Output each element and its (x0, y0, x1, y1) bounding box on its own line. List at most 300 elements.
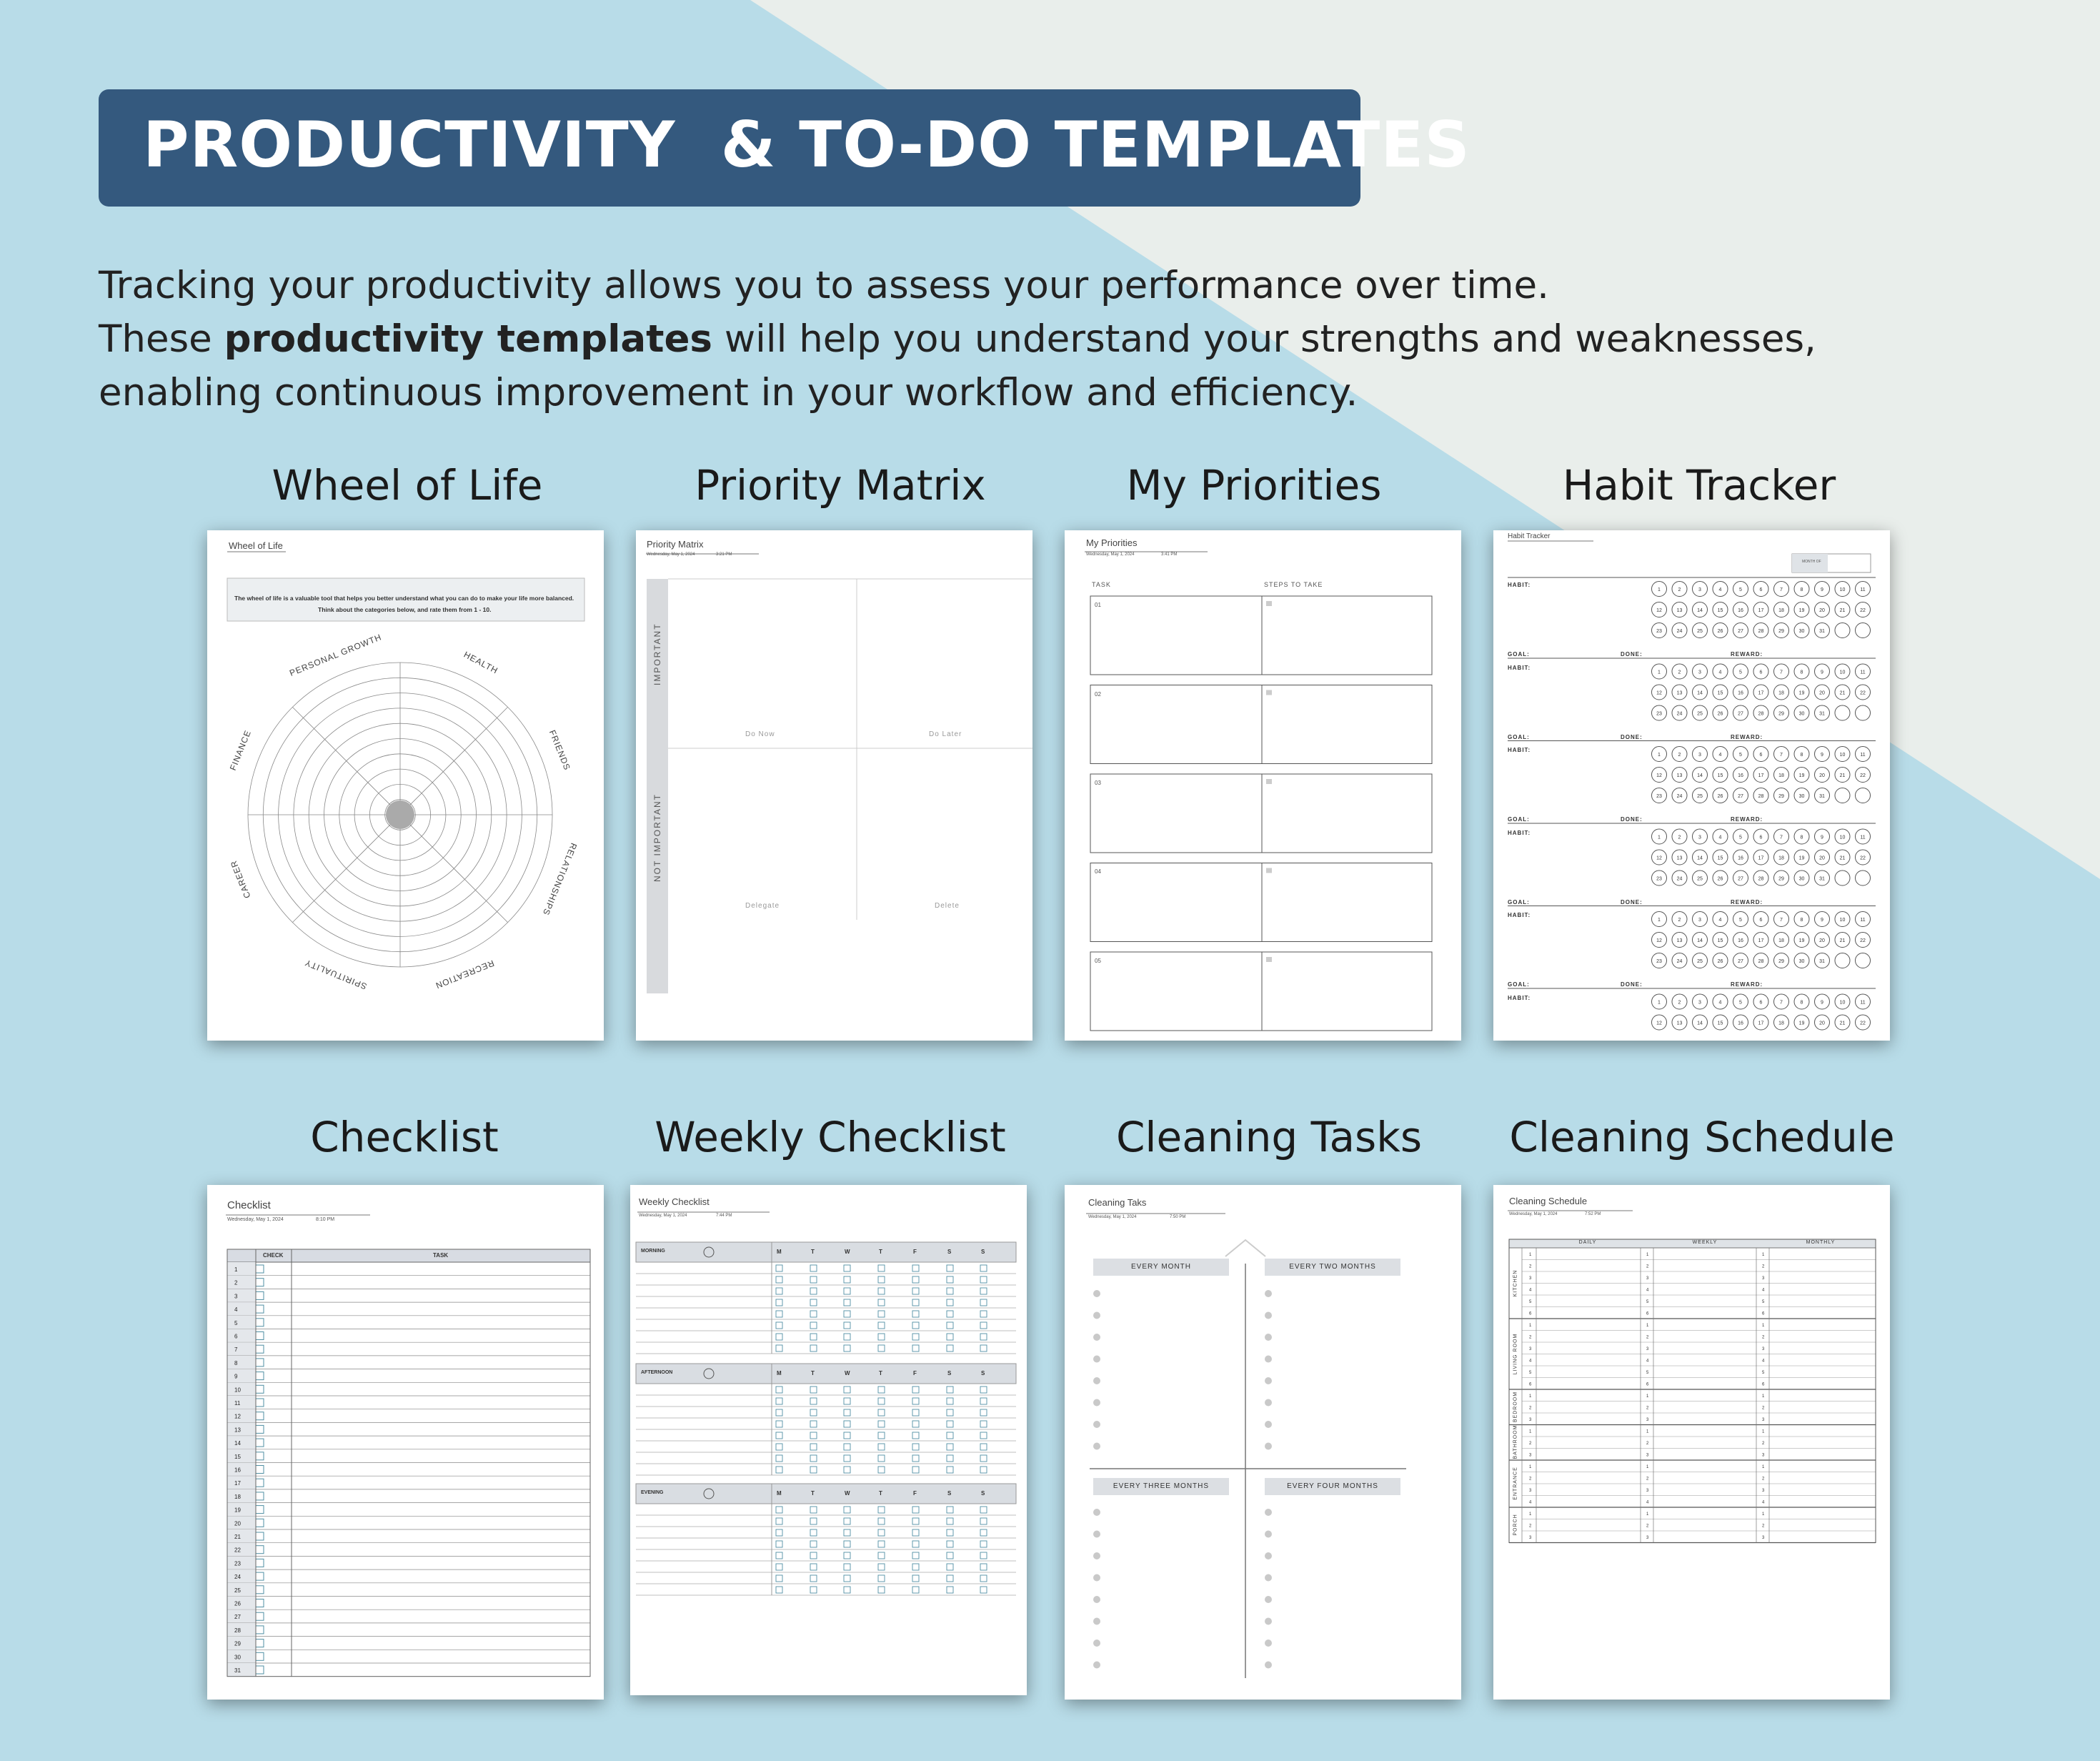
wheel-note-line-1: The wheel of life is a valuable tool that helps you better understand what you can do to make your life more balanced. (234, 595, 574, 602)
day-checkbox (912, 1432, 919, 1439)
page-title: PRODUCTIVITY & TO-DO TEMPLATES (143, 108, 1471, 182)
goal-label: GOAL: (1508, 898, 1530, 906)
task-dot (1093, 1421, 1100, 1428)
day-number: 20 (1819, 855, 1825, 861)
day-checkbox (776, 1552, 782, 1559)
day-number: 1 (1658, 1000, 1661, 1006)
row-number: 1 (1762, 1512, 1765, 1517)
room-label: ENTRANCE (1513, 1467, 1518, 1500)
arrow-icon (1266, 868, 1272, 873)
cleaning-schedule-table (1493, 1185, 1890, 1700)
day-number: 17 (1758, 938, 1764, 943)
habit-label: HABIT: (1508, 829, 1531, 836)
row-number-cell (227, 1569, 256, 1583)
day-checkbox (947, 1587, 953, 1593)
day-number: 24 (1676, 711, 1683, 717)
quadrant-every-four-months: EVERY FOUR MONTHS (1287, 1482, 1378, 1490)
checkbox (256, 1291, 264, 1299)
day-checkbox (912, 1552, 919, 1559)
day-number: 21 (1839, 1021, 1846, 1026)
day-number: 5 (1739, 1000, 1742, 1006)
day-header: F (913, 1249, 917, 1255)
day-number: 23 (1656, 794, 1662, 799)
day-number: 15 (1717, 690, 1723, 696)
row-number: 3 (1762, 1347, 1765, 1351)
task-dot (1093, 1596, 1100, 1603)
day-checkbox (980, 1322, 987, 1329)
row-number: 2 (1646, 1406, 1649, 1411)
card-title-checklist: Checklist (310, 1113, 499, 1161)
row-number: 4 (1529, 1500, 1532, 1505)
row-number: 4 (1762, 1359, 1765, 1364)
day-checkbox (844, 1552, 850, 1559)
row-number: 31 (234, 1667, 241, 1674)
section-header (636, 1484, 1016, 1504)
day-number: 27 (1738, 711, 1743, 717)
row-number: 20 (234, 1520, 241, 1527)
cleaning-tasks-time: 7:50 PM (1170, 1215, 1186, 1219)
checkbox (256, 1626, 264, 1634)
day-number: 11 (1860, 587, 1866, 592)
checkbox (256, 1305, 264, 1313)
day-number: 8 (1800, 587, 1803, 592)
row-number: 5 (1762, 1300, 1765, 1304)
row-number: 3 (1762, 1489, 1765, 1493)
wheel-category-label: CAREER (228, 858, 253, 900)
day-circle (1835, 623, 1850, 638)
day-number: 4 (1718, 1000, 1722, 1006)
day-number: 4 (1718, 587, 1722, 592)
day-checkbox (912, 1398, 919, 1404)
day-number: 29 (1778, 959, 1784, 964)
day-number: 7 (1780, 1000, 1783, 1006)
day-number: 18 (1778, 690, 1784, 696)
day-checkbox (947, 1387, 953, 1393)
day-checkbox (980, 1387, 987, 1393)
day-checkbox (980, 1334, 987, 1340)
row-number-cell (227, 1409, 256, 1423)
day-checkbox (844, 1276, 850, 1283)
day-number: 20 (1819, 773, 1825, 778)
day-checkbox (980, 1398, 987, 1404)
row-number: 8 (234, 1359, 238, 1366)
task-dot (1093, 1509, 1100, 1516)
day-number: 23 (1656, 959, 1662, 964)
day-checkbox (947, 1518, 953, 1524)
day-checkbox (776, 1334, 782, 1340)
day-header: W (845, 1490, 850, 1497)
task-box (1090, 685, 1262, 764)
day-number: 25 (1697, 794, 1703, 799)
day-checkbox (844, 1265, 850, 1271)
row-number: 2 (234, 1279, 238, 1286)
day-circle (1856, 705, 1871, 720)
day-checkbox (776, 1299, 782, 1306)
day-number: 5 (1739, 753, 1742, 758)
day-number: 29 (1778, 711, 1784, 717)
day-number: 19 (1798, 608, 1805, 613)
row-number: 30 (234, 1654, 241, 1661)
day-number: 3 (1698, 587, 1701, 592)
day-number: 26 (1717, 876, 1723, 882)
steps-box (1262, 863, 1432, 942)
day-number: 1 (1658, 918, 1661, 923)
day-number: 1 (1658, 753, 1661, 758)
row-number: 3 (1529, 1347, 1532, 1351)
goal-label: GOAL: (1508, 816, 1530, 823)
checkbox (256, 1559, 264, 1567)
day-circle (1856, 870, 1871, 886)
room-label: PORCH (1513, 1514, 1518, 1536)
day-number: 13 (1676, 1021, 1683, 1026)
day-checkbox (844, 1387, 850, 1393)
wheel-center (386, 800, 414, 829)
day-checkbox (810, 1541, 817, 1547)
row-number: 1 (1529, 1429, 1532, 1434)
quadrant-delegate: Delegate (745, 902, 780, 910)
day-number: 30 (1798, 876, 1805, 882)
day-checkbox (878, 1334, 885, 1340)
day-checkbox (947, 1432, 953, 1439)
day-number: 22 (1860, 690, 1866, 696)
task-dot (1265, 1574, 1272, 1582)
day-number: 16 (1738, 690, 1743, 696)
task-dot (1265, 1509, 1272, 1516)
checklist-table (207, 1185, 604, 1700)
day-number: 27 (1738, 876, 1743, 882)
row-number: 1 (1646, 1253, 1649, 1257)
row-number-cell (227, 1543, 256, 1557)
checklist-page-title: Checklist (227, 1199, 271, 1211)
steps-box (1262, 596, 1432, 675)
weekly-time: 7:44 PM (716, 1214, 732, 1218)
done-label: DONE: (1621, 651, 1643, 658)
day-number: 15 (1717, 855, 1723, 861)
task-dot (1093, 1552, 1100, 1559)
day-checkbox (878, 1507, 885, 1513)
row-number-cell (227, 1356, 256, 1369)
row-number-cell (227, 1529, 256, 1543)
day-number: 12 (1656, 1021, 1662, 1026)
row-number: 6 (1762, 1311, 1765, 1316)
day-checkbox (844, 1518, 850, 1524)
row-number: 3 (1762, 1418, 1765, 1422)
column-header: DAILY (1578, 1240, 1597, 1245)
day-number: 5 (1739, 835, 1742, 840)
row-number: 1 (1646, 1429, 1649, 1434)
row-number-cell (227, 1276, 256, 1289)
row-number: 2 (1529, 1477, 1532, 1482)
row-number: 17 (234, 1480, 241, 1487)
day-checkbox (776, 1444, 782, 1450)
row-number: 3 (1762, 1276, 1765, 1281)
day-checkbox (878, 1276, 885, 1283)
day-number: 6 (1759, 670, 1763, 675)
row-number-cell (227, 1449, 256, 1463)
habit-grid (1493, 530, 1890, 1041)
cleaning-schedule-date: Wednesday, May 1, 2024 (1509, 1212, 1558, 1216)
task-dot (1093, 1531, 1100, 1538)
row-number: 3 (1646, 1418, 1649, 1422)
row-number: 5 (1529, 1300, 1532, 1304)
day-number: 25 (1697, 711, 1703, 717)
day-number: 22 (1860, 773, 1866, 778)
day-number: 12 (1656, 608, 1662, 613)
day-number: 7 (1780, 670, 1783, 675)
task-dot (1265, 1662, 1272, 1669)
section-header (636, 1242, 1016, 1262)
day-number: 10 (1839, 918, 1846, 923)
row-number: 2 (1529, 1335, 1532, 1340)
day-number: 19 (1798, 1021, 1805, 1026)
day-checkbox (810, 1432, 817, 1439)
row-number-cell (227, 1422, 256, 1436)
day-number: 25 (1697, 959, 1703, 964)
day-number: 9 (1821, 835, 1823, 840)
day-checkbox (844, 1507, 850, 1513)
day-checkbox (776, 1518, 782, 1524)
priorities-col-steps: STEPS TO TAKE (1264, 581, 1323, 588)
day-number: 1 (1658, 670, 1661, 675)
day-checkbox (980, 1276, 987, 1283)
day-checkbox (980, 1529, 987, 1536)
day-circle (1835, 705, 1850, 720)
checkbox (256, 1666, 264, 1674)
wheel-category-label: RECREATION (433, 958, 496, 991)
day-number: 21 (1839, 938, 1846, 943)
priority-number-03: 03 (1095, 780, 1101, 786)
cleaning-tasks-layout (1065, 1185, 1461, 1700)
day-number: 9 (1821, 918, 1823, 923)
day-checkbox (776, 1387, 782, 1393)
day-number: 22 (1860, 1021, 1866, 1026)
day-number: 31 (1819, 629, 1825, 634)
cleaning-tasks-page (1065, 1185, 1461, 1700)
day-checkbox (810, 1575, 817, 1582)
day-checkbox (810, 1276, 817, 1283)
done-label: DONE: (1621, 981, 1643, 988)
done-label: DONE: (1621, 733, 1643, 740)
row-number: 3 (234, 1293, 238, 1300)
day-number: 26 (1717, 794, 1723, 799)
day-number: 16 (1738, 855, 1743, 861)
day-checkbox (776, 1276, 782, 1283)
row-number-cell (227, 1623, 256, 1637)
row-number: 2 (1646, 1335, 1649, 1340)
day-number: 17 (1758, 1021, 1764, 1026)
task-box (1090, 952, 1262, 1031)
cleaning-tasks-page-title: Cleaning Taks (1088, 1197, 1147, 1208)
day-checkbox (810, 1311, 817, 1317)
row-number: 5 (234, 1319, 238, 1326)
day-checkbox (810, 1507, 817, 1513)
day-checkbox (878, 1455, 885, 1462)
reward-label: REWARD: (1731, 816, 1763, 823)
checkbox (256, 1385, 264, 1393)
day-header: F (913, 1490, 917, 1497)
matrix-date: Wednesday, May 1, 2024 (647, 552, 695, 557)
day-checkbox (912, 1334, 919, 1340)
day-number: 4 (1718, 670, 1722, 675)
day-checkbox (878, 1265, 885, 1271)
column-header: MONTHLY (1806, 1240, 1836, 1245)
day-header: S (981, 1370, 985, 1376)
day-number: 23 (1656, 629, 1662, 634)
day-number: 21 (1839, 608, 1846, 613)
day-checkbox (980, 1265, 987, 1271)
day-checkbox (980, 1288, 987, 1294)
day-number: 19 (1798, 938, 1805, 943)
day-number: 10 (1839, 670, 1846, 675)
day-number: 18 (1778, 1021, 1784, 1026)
day-checkbox (912, 1276, 919, 1283)
priorities-grid (1065, 530, 1461, 1041)
day-checkbox (878, 1587, 885, 1593)
day-number: 12 (1656, 773, 1662, 778)
habit-label: HABIT: (1508, 912, 1531, 918)
room-label: KITCHEN (1513, 1269, 1518, 1296)
row-number: 21 (234, 1534, 241, 1540)
day-number: 17 (1758, 690, 1764, 696)
row-number-cell (227, 1556, 256, 1569)
day-checkbox (878, 1311, 885, 1317)
day-number: 2 (1678, 918, 1681, 923)
reward-label: REWARD: (1731, 898, 1763, 906)
day-number: 9 (1821, 1000, 1823, 1006)
day-checkbox (947, 1444, 953, 1450)
quadrant-do-later: Do Later (929, 730, 962, 738)
day-checkbox (912, 1467, 919, 1473)
day-checkbox (947, 1507, 953, 1513)
row-number: 27 (234, 1614, 241, 1621)
day-header: T (811, 1249, 815, 1255)
day-number: 11 (1860, 1000, 1866, 1006)
task-dot (1093, 1312, 1100, 1319)
day-number: 15 (1717, 773, 1723, 778)
day-circle (1835, 788, 1850, 803)
day-number: 16 (1738, 773, 1743, 778)
day-checkbox (980, 1421, 987, 1427)
day-checkbox (980, 1299, 987, 1306)
weekly-checklist-page (630, 1185, 1027, 1695)
row-number: 4 (1529, 1288, 1532, 1293)
day-checkbox (878, 1541, 885, 1547)
day-number: 4 (1718, 835, 1722, 840)
checklist-date: Wednesday, May 1, 2024 (227, 1217, 284, 1222)
day-number: 6 (1759, 1000, 1763, 1006)
day-checkbox (947, 1529, 953, 1536)
day-number: 7 (1780, 753, 1783, 758)
checkbox (256, 1319, 264, 1326)
day-circle (1856, 788, 1871, 803)
wheel-category-label: SPIRITUALITY (303, 957, 369, 992)
row-number-cell (227, 1637, 256, 1650)
day-number: 1 (1658, 835, 1661, 840)
row-number: 2 (1529, 1264, 1532, 1269)
day-checkbox (810, 1288, 817, 1294)
day-number: 16 (1738, 1021, 1743, 1026)
row-number: 2 (1646, 1442, 1649, 1446)
day-header: T (879, 1249, 882, 1255)
intro-line-2-start: These (99, 317, 224, 361)
day-circle (1856, 953, 1871, 968)
row-number: 2 (1762, 1335, 1765, 1340)
day-checkbox (810, 1518, 817, 1524)
row-number: 3 (1762, 1536, 1765, 1540)
row-number: 23 (234, 1560, 241, 1567)
row-number: 2 (1529, 1524, 1532, 1529)
row-number: 3 (1529, 1536, 1532, 1540)
wheel-page-title: Wheel of Life (229, 540, 283, 551)
section-header (636, 1364, 1016, 1384)
day-number: 21 (1839, 690, 1846, 696)
day-checkbox (878, 1467, 885, 1473)
day-number: 8 (1800, 918, 1803, 923)
day-number: 10 (1839, 753, 1846, 758)
intro-line-3: enabling continuous improvement in your workflow and efficiency. (99, 371, 1358, 415)
day-number: 13 (1676, 690, 1683, 696)
day-number: 15 (1717, 608, 1723, 613)
task-dot (1265, 1399, 1272, 1407)
day-header: F (913, 1370, 917, 1376)
day-checkbox (844, 1541, 850, 1547)
day-number: 3 (1698, 1000, 1701, 1006)
day-checkbox (810, 1334, 817, 1340)
row-number: 5 (1762, 1371, 1765, 1375)
day-number: 30 (1798, 959, 1805, 964)
day-number: 5 (1739, 918, 1742, 923)
checkbox (256, 1466, 264, 1474)
intro-line-2-bold: productivity templates (224, 317, 712, 361)
day-number: 19 (1798, 855, 1805, 861)
row-number-cell (227, 1436, 256, 1449)
day-number: 22 (1860, 608, 1866, 613)
task-dot (1265, 1290, 1272, 1297)
day-checkbox (947, 1421, 953, 1427)
day-checkbox (980, 1575, 987, 1582)
day-checkbox (878, 1299, 885, 1306)
priorities-col-task: TASK (1092, 581, 1111, 588)
day-checkbox (980, 1409, 987, 1416)
day-checkbox (912, 1518, 919, 1524)
row-number: 4 (1529, 1359, 1532, 1364)
day-checkbox (776, 1455, 782, 1462)
day-number: 3 (1698, 670, 1701, 675)
task-dot (1265, 1334, 1272, 1341)
day-number: 3 (1698, 918, 1701, 923)
checkbox (256, 1332, 264, 1340)
checkbox (256, 1412, 264, 1420)
day-checkbox (912, 1322, 919, 1329)
wheel-note-line-2: Think about the categories below, and rate them from 1 - 10. (318, 606, 492, 613)
day-checkbox (947, 1398, 953, 1404)
day-number: 6 (1759, 835, 1763, 840)
card-title-priority-matrix: Priority Matrix (695, 461, 986, 510)
day-number: 20 (1819, 938, 1825, 943)
wheel-category-label: PERSONAL GROWTH (288, 632, 384, 678)
day-checkbox (776, 1288, 782, 1294)
day-checkbox (810, 1265, 817, 1271)
day-checkbox (912, 1311, 919, 1317)
row-number-cell (227, 1289, 256, 1302)
habit-tracker-page (1493, 530, 1890, 1041)
task-dot (1265, 1312, 1272, 1319)
day-number: 30 (1798, 629, 1805, 634)
day-checkbox (947, 1467, 953, 1473)
row-number: 2 (1646, 1477, 1649, 1482)
my-priorities-page (1065, 530, 1461, 1041)
done-label: DONE: (1621, 898, 1643, 906)
